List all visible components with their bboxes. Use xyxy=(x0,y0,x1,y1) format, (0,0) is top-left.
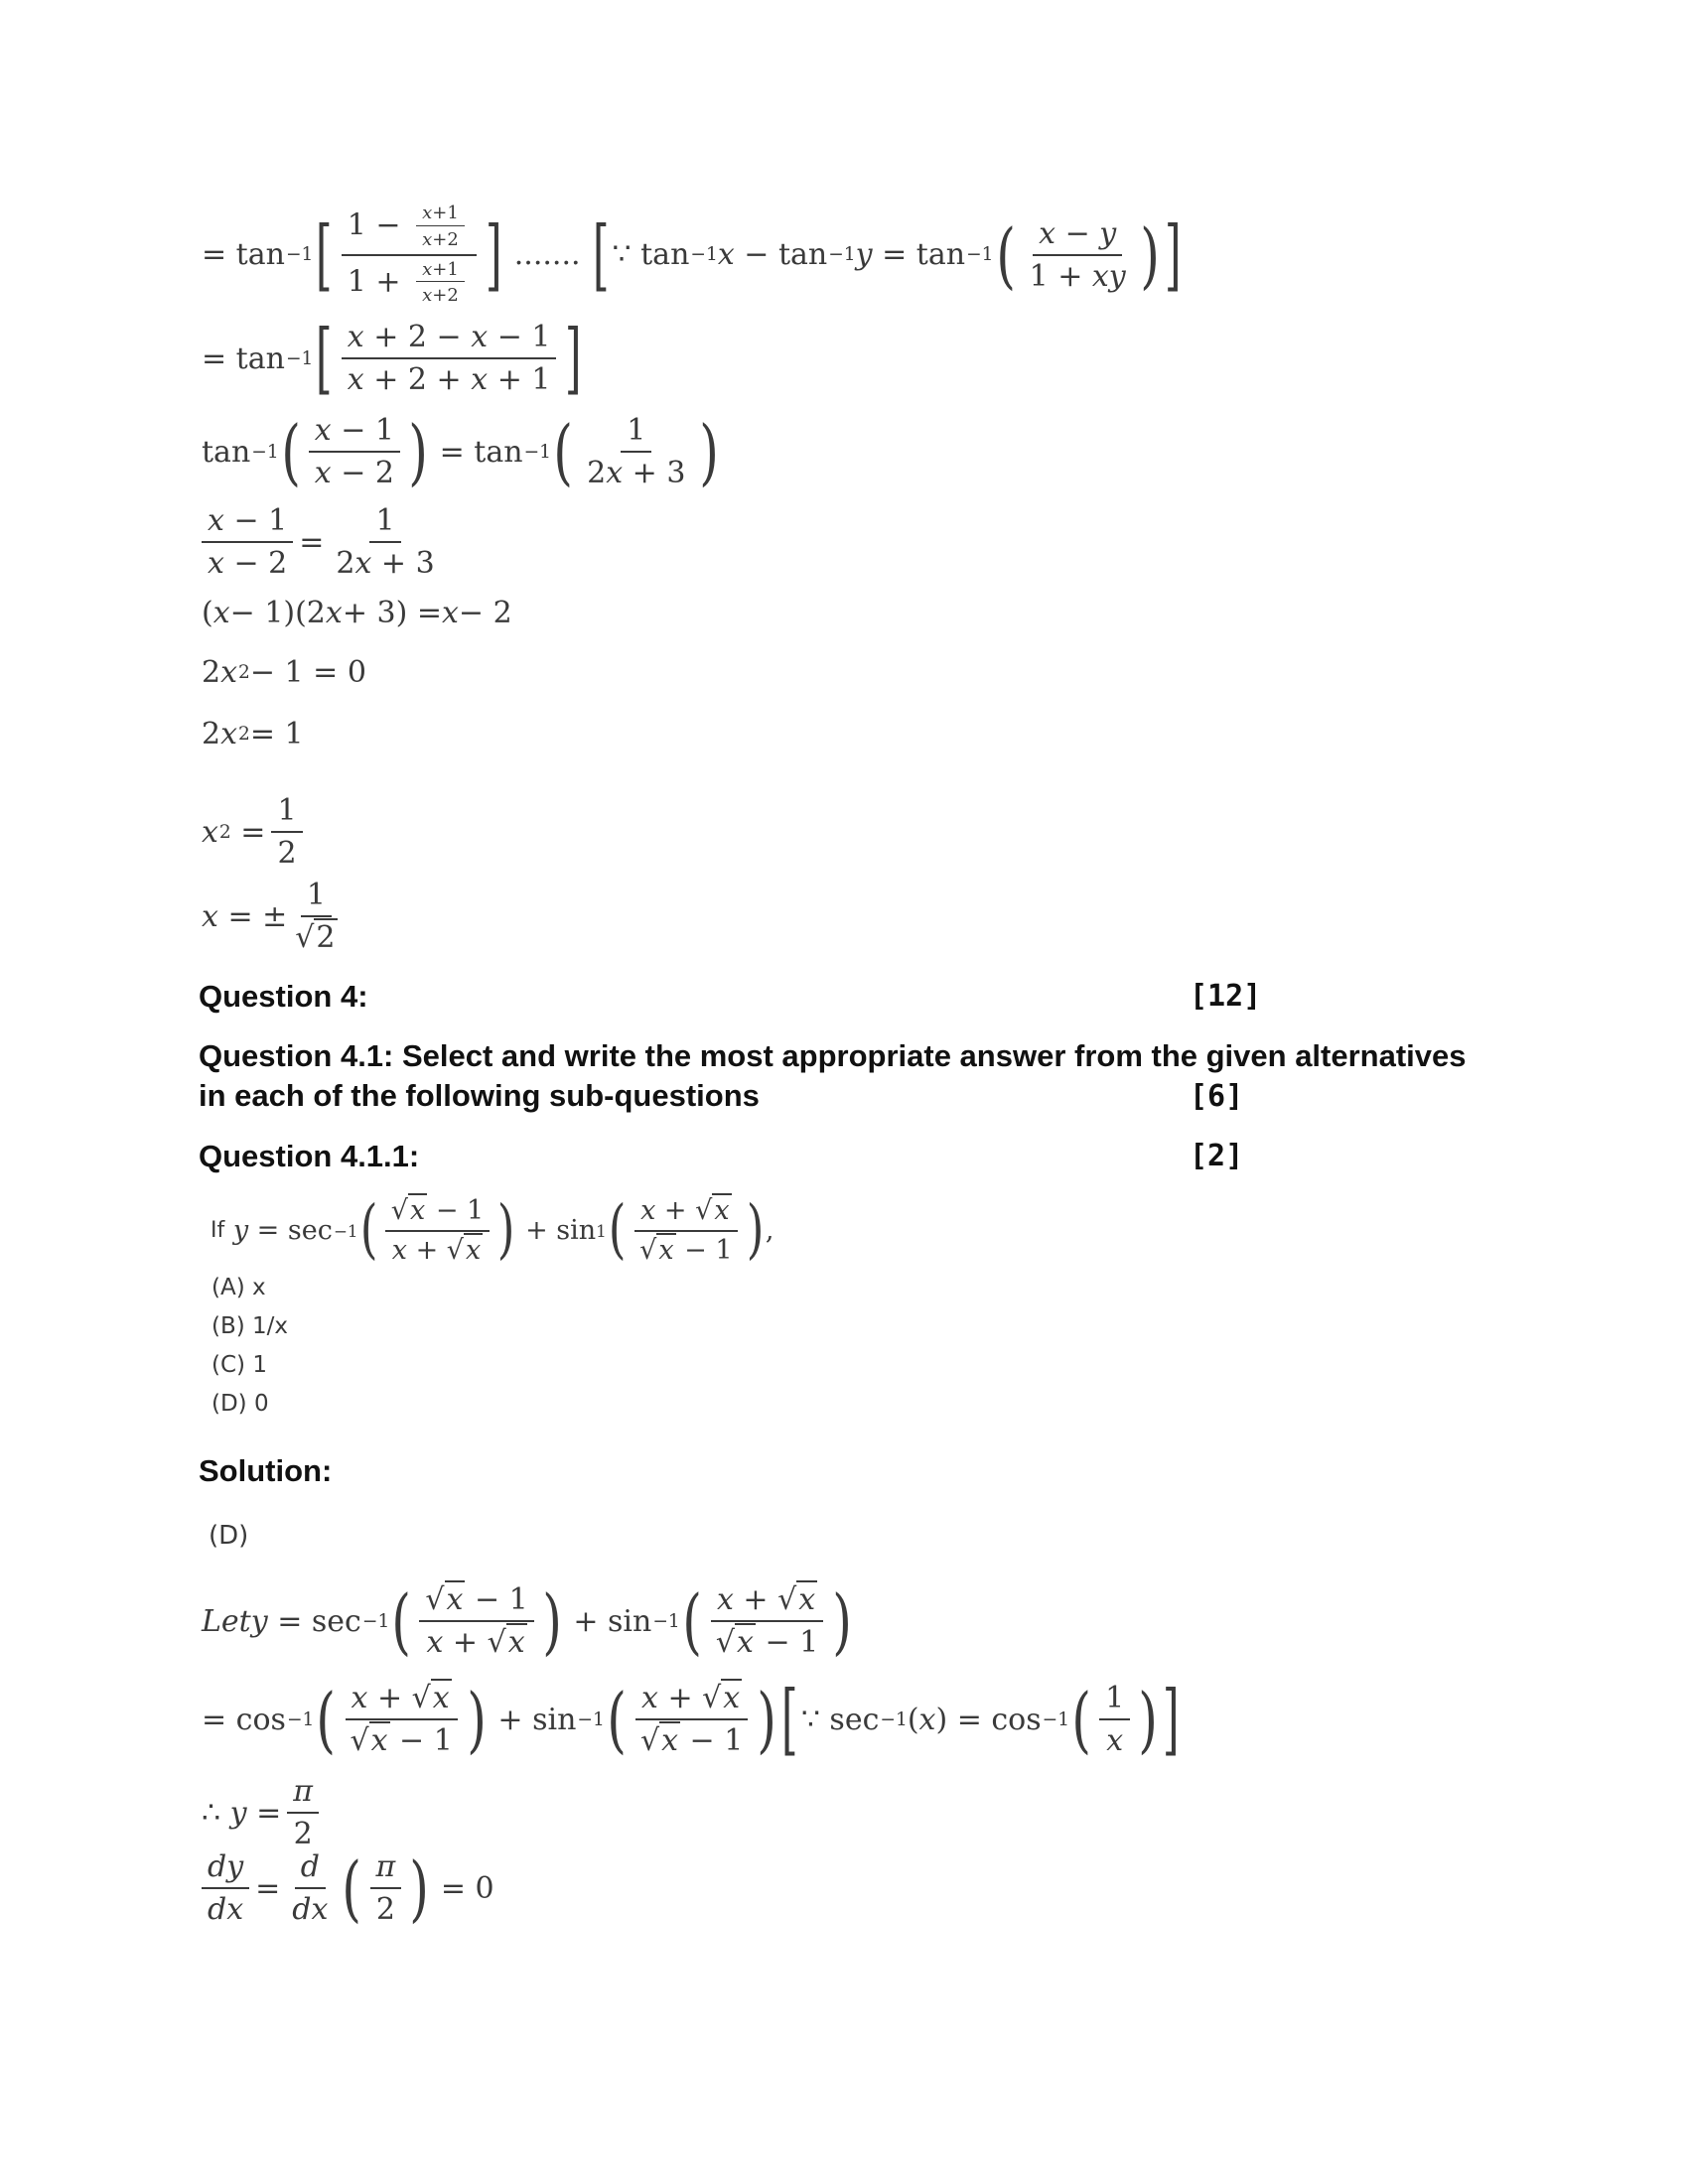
math-line-4: $\frac{x - 1}{x - 2}$ = $\frac{1}{2x + 3}$ xyxy=(202,504,447,580)
solution-line-1: Lety = sec −1 ( $\frac{√x - 1}{x + √x}$ ) + sin −1 ( $\frac{x + √x}{√x - 1}$ ) xyxy=(202,1579,853,1663)
question-4-1-marks: [6] xyxy=(1190,1079,1244,1114)
let-text: Lety xyxy=(202,1603,268,1639)
option-a: (A) x xyxy=(211,1275,266,1300)
question-4-title: Question 4: xyxy=(199,979,368,1014)
solution-title: Solution: xyxy=(199,1453,333,1488)
solution-answer: (D) xyxy=(209,1521,249,1551)
question-4-1-1-title: Question 4.1.1: xyxy=(199,1139,420,1173)
math-line-6: 2 x 2 − 1 = 0 xyxy=(202,655,366,690)
option-b: (B) 1/x xyxy=(211,1313,289,1339)
math-line-9: x = ± $\frac{1}{√2}$ xyxy=(202,878,336,955)
math-line-3: tan −1 ( $\frac{x - 1}{x - 2}$ ) = tan −1 ( $\frac{1}{2x + 3}$ ) xyxy=(202,410,720,493)
question-4-1-1-marks: [2] xyxy=(1190,1139,1244,1173)
solution-line-4: $\frac{dy}{dx}$ = $\frac{d}{dx}$ ( $\frac{\pi}{2}$ ) = 0 xyxy=(202,1850,494,1926)
solution-line-3: ∴ y = $\frac{\pi}{2}$ xyxy=(202,1775,325,1850)
solution-line-2: = cos −1 ( $\frac{x + √x}{√x - 1}$ ) + sin −1 ( $\frac{x + √x}{√x - 1}$ ) [ ∵ sec −1 ( x ) = cos −1 ( $\frac{1}{x}$ ) ] xyxy=(202,1675,1180,1764)
option-d: (D) 0 xyxy=(211,1391,269,1417)
question-4-1-title-line-2: in each of the following sub-questions xyxy=(199,1078,760,1113)
question-4-1-title-line-1: Question 4.1: Select and write the most appropriate answer from the given alternatives xyxy=(199,1038,1467,1073)
math-line-5: ( x − 1)(2 x + 3) = x − 2 xyxy=(202,596,512,630)
math-line-1: = tan −1 [ 1 − $\frac{x+1}{x+2}$ 1 + $\frac{x+1}{x+2}$ ] ....... [ ∵ tan −1 x − tan −1 y = tan −1 ( $\frac{x - y}{1 + xy}$ ) ] xyxy=(202,203,1182,307)
math-line-8: x 2 = $\frac{1}{2}$ xyxy=(202,794,309,870)
question-prefix: If xyxy=(211,1218,225,1244)
question-equation: If y = sec −1 ( $\frac{√x - 1}{x + √x}$ ) + sin 1 ( $\frac{x + √x}{√x - 1}$ ) , xyxy=(211,1192,774,1268)
math-line-2: = tan −1 [ $\frac{x + 2 - x - 1}{x + 2 + x + 1}$ ] xyxy=(202,314,583,403)
question-4-marks: [12] xyxy=(1190,979,1262,1014)
option-c: (C) 1 xyxy=(211,1352,267,1378)
math-line-7: 2 x 2 = 1 xyxy=(202,717,304,751)
